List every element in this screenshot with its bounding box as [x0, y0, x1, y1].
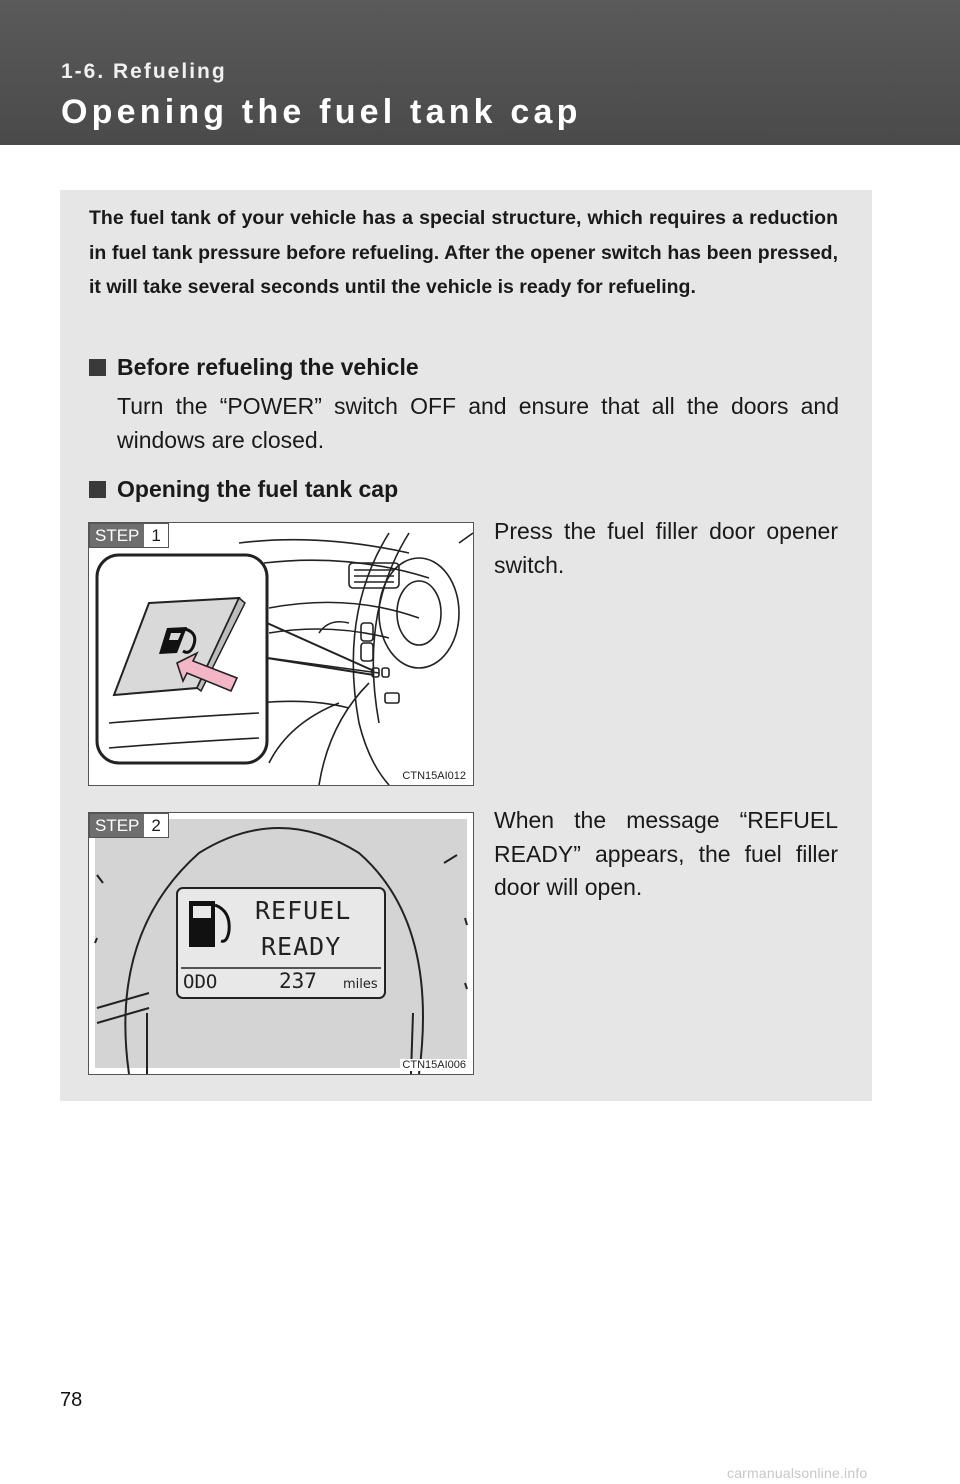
instrument-cluster-illustration	[89, 813, 473, 1074]
step-number: 1	[151, 526, 161, 545]
page-header	[0, 0, 960, 145]
section-label: 1-6. Refueling	[61, 60, 227, 83]
step-1-badge	[89, 523, 169, 548]
odo-value: 237	[279, 969, 317, 993]
step2-figure	[88, 812, 474, 1075]
figure-code: CTN15AI012	[402, 770, 466, 782]
intro-paragraph: The fuel tank of your vehicle has a special structure, which requires a reduction in fuel tank pressure before refueling. After the opener switch has been pressed, it will take several seconds until the vehicle is ready for refueling.	[89, 207, 838, 298]
odo-label: ODO	[183, 971, 218, 993]
odo-unit: miles	[343, 977, 378, 992]
step-number: 2	[151, 816, 161, 835]
watermark: carmanualsonline.info	[727, 1465, 868, 1481]
heading-bullet-icon	[89, 481, 106, 498]
display-line1: REFUEL	[255, 896, 352, 925]
page-title: Opening the fuel tank cap	[61, 93, 582, 131]
display-line2: READY	[261, 932, 342, 961]
heading-before-refueling: Before refueling the vehicle	[117, 354, 419, 380]
page-number: 78	[60, 1389, 83, 1411]
heading-opening-cap: Opening the fuel tank cap	[117, 476, 399, 502]
dashboard-illustration	[89, 523, 473, 785]
figure-code: CTN15AI006	[402, 1059, 466, 1071]
before-refueling-text: Turn the “POWER” switch OFF and ensure that all the doors and windows are closed.	[117, 393, 839, 453]
step1-figure	[88, 522, 474, 786]
step1-text: Press the fuel filler door opener switch.	[494, 518, 838, 578]
step-2-badge	[89, 813, 169, 838]
step-word: STEP	[90, 814, 144, 837]
step2-text: When the message “REFUEL READY” appears, the fuel filler door will open.	[494, 807, 838, 900]
heading-bullet-icon	[89, 359, 106, 376]
step-word: STEP	[90, 524, 144, 547]
